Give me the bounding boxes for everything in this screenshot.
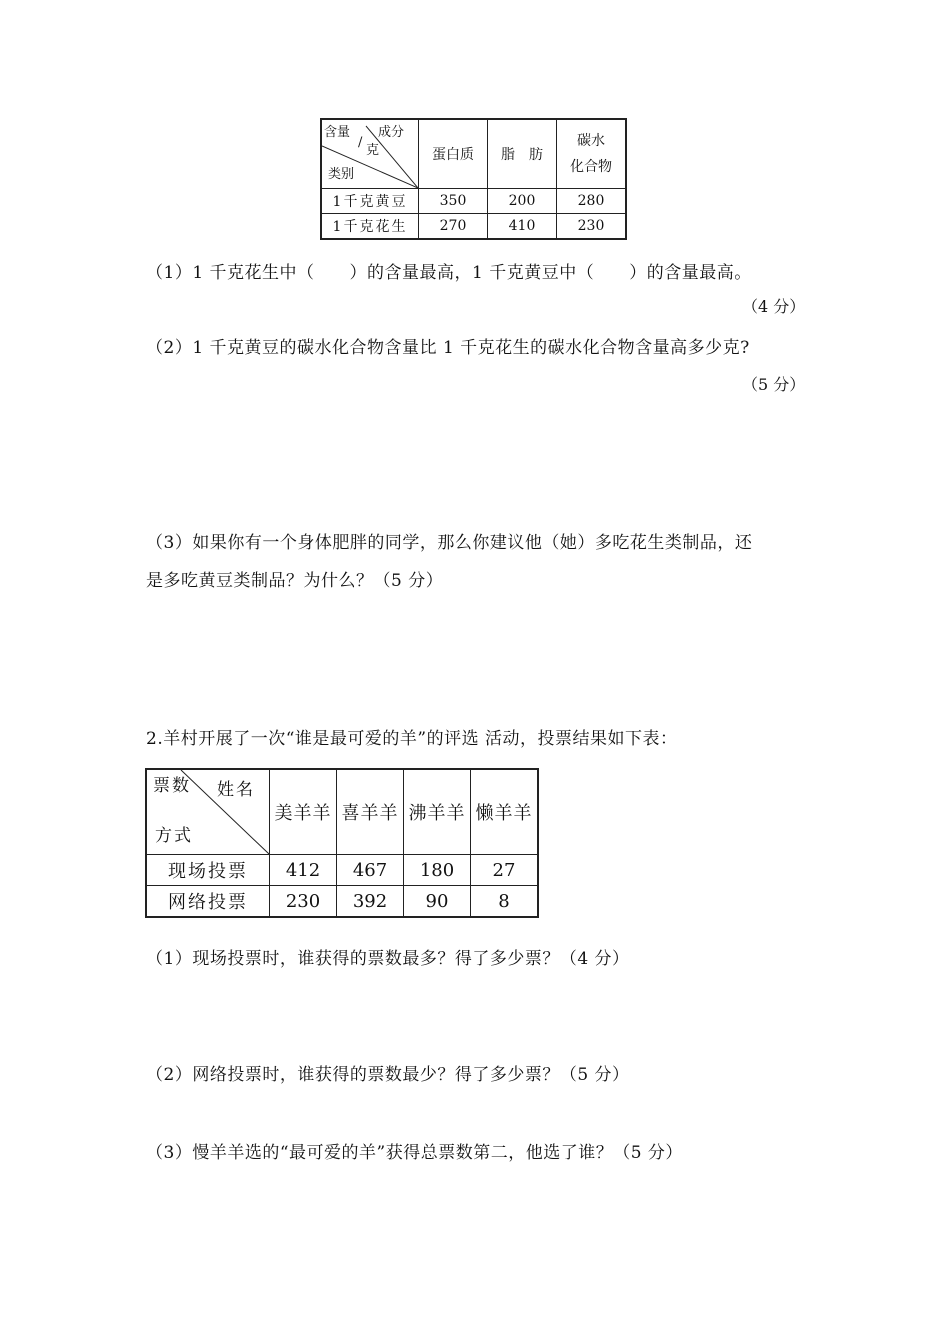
corner-slash: /: [358, 135, 363, 150]
column-header-name: 喜羊羊: [337, 769, 404, 855]
question-1-part-1-score: （4 分）: [742, 297, 806, 316]
table-cell: 280: [557, 189, 627, 214]
table-cell: 230: [557, 214, 627, 240]
question-2-title: 2.羊村开展了一次“谁是最可爱的羊”的评选 活动，投票结果如下表：: [146, 729, 678, 749]
corner-label-votes: 票数: [153, 776, 191, 796]
table-header-row: [321, 119, 626, 189]
carbs-line-1: 碳水: [577, 133, 605, 149]
column-header-carbs: [557, 119, 627, 189]
table-row: [321, 189, 626, 214]
row-label: 现场投票: [146, 855, 270, 886]
column-header-name: 美羊羊: [270, 769, 337, 855]
corner-label-component: 成分: [378, 125, 405, 140]
table-row: [146, 886, 538, 918]
question-2-part-1: （1）现场投票时，谁获得的票数最多？得了多少票？（4 分）: [146, 949, 630, 969]
carbs-line-2: 化合物: [570, 159, 612, 175]
row-label: 1千克黄豆: [321, 189, 419, 214]
table-corner-cell: [321, 119, 419, 189]
nutrition-table: [320, 118, 627, 240]
row-label: 网络投票: [146, 886, 270, 918]
column-header-name: 沸羊羊: [404, 769, 471, 855]
corner-label-unit: 克: [366, 143, 380, 158]
question-1-part-2: （2）1 千克黄豆的碳水化合物含量比 1 千克花生的碳水化合物含量高多少克?: [146, 338, 750, 358]
column-header-name: 懒羊羊: [471, 769, 539, 855]
corner-label-method: 方式: [155, 826, 193, 846]
corner-label-name: 姓名: [217, 780, 255, 800]
table-corner-cell: [146, 769, 270, 855]
table-cell: 27: [471, 855, 539, 886]
column-header-protein: 蛋白质: [419, 119, 488, 189]
table-row: [146, 855, 538, 886]
table-cell: 270: [419, 214, 488, 240]
question-1-part-3-line-1: （3）如果你有一个身体肥胖的同学，那么你建议他（她）多吃花生类制品，还: [146, 533, 753, 553]
table-cell: 467: [337, 855, 404, 886]
corner-label-content: 含量: [324, 125, 351, 140]
question-1-part-3-line-2: 是多吃黄豆类制品？为什么？（5 分）: [146, 571, 444, 591]
table-cell: 412: [270, 855, 337, 886]
table-cell: 180: [404, 855, 471, 886]
table-cell: 410: [488, 214, 557, 240]
row-label: 1千克花生: [321, 214, 419, 240]
question-2-part-2: （2）网络投票时，谁获得的票数最少？得了多少票？（5 分）: [146, 1065, 630, 1085]
corner-label-category: 类别: [328, 167, 355, 182]
table-row: [321, 214, 626, 240]
table-cell: 8: [471, 886, 539, 918]
question-2-part-3: （3）慢羊羊选的“最可爱的羊”获得总票数第二，他选了谁？（5 分）: [146, 1143, 683, 1163]
table-cell: 230: [270, 886, 337, 918]
table-cell: 90: [404, 886, 471, 918]
table-cell: 350: [419, 189, 488, 214]
column-header-fat: 脂 肪: [488, 119, 557, 189]
voting-table: [145, 768, 539, 918]
table-cell: 200: [488, 189, 557, 214]
question-1-part-1: （1）1 千克花生中（ ）的含量最高，1 千克黄豆中（ ）的含量最高。: [146, 263, 752, 283]
table-cell: 392: [337, 886, 404, 918]
table-header-row: [146, 769, 538, 855]
question-1-part-2-score: （5 分）: [742, 375, 806, 394]
